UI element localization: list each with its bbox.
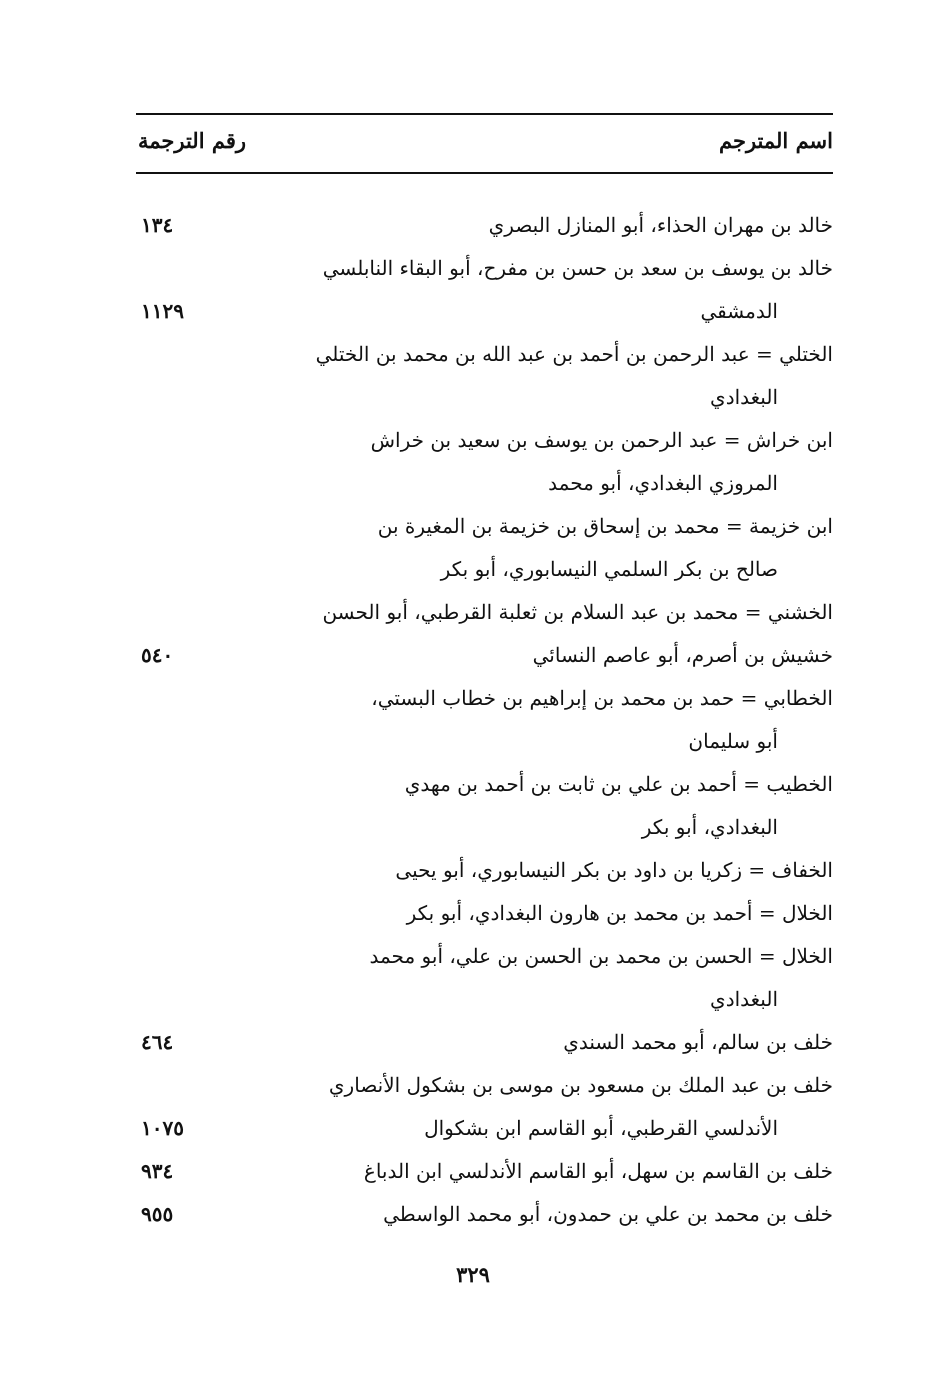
entry-number: ١٣٤ [141,213,174,237]
entry-text: الخشني = محمد بن عبد السلام بن ثعلبة القرطبي، أبو الحسن [322,600,833,624]
index-line [136,291,833,334]
index-line [136,807,833,850]
index-line [136,592,833,635]
entry-number: ٩٥٥ [141,1202,174,1226]
header-bottom-rule [136,172,833,174]
entry-text: خلف بن محمد بن علي بن حمدون، أبو محمد الواسطي [383,1202,833,1226]
index-line [136,549,833,592]
page-number: ٣٢٩ [456,1262,490,1287]
entry-text: الدمشقي [700,299,778,323]
index-line [136,205,833,248]
index-line [136,1151,833,1194]
index-line [136,1108,833,1151]
entry-text: الخطيب = أحمد بن علي بن ثابت بن أحمد بن مهدي [404,772,833,796]
index-line [136,1065,833,1108]
entry-text: خالد بن مهران الحذاء، أبو المنازل البصري [488,213,833,237]
entry-number: ٩٣٤ [141,1159,174,1183]
entry-text: خلف بن عبد الملك بن مسعود بن موسى بن بشكول الأنصاري [328,1073,833,1097]
index-line [136,377,833,420]
index-line [136,248,833,291]
entry-text: البغدادي [710,987,778,1011]
entry-text: البغدادي، أبو بكر [641,815,778,839]
entry-number: ١١٢٩ [141,299,184,323]
entry-text: صالح بن بكر السلمي النيسابوري، أبو بكر [440,557,778,581]
entry-text: خشيش بن أصرم، أبو عاصم النسائي [532,643,833,667]
entry-text: الخفاف = زكريا بن داود بن بكر النيسابوري، أبو يحيى [395,858,833,882]
column-header-number: رقم الترجمة [138,128,247,153]
index-line [136,420,833,463]
index-line [136,936,833,979]
index-entries [136,205,833,1237]
index-line [136,635,833,678]
index-line [136,506,833,549]
entry-number: ٤٦٤ [141,1030,174,1054]
entry-text: خلف بن سالم، أبو محمد السندي [563,1030,833,1054]
index-line [136,979,833,1022]
index-line [136,463,833,506]
entry-text: البغدادي [710,385,778,409]
index-line [136,764,833,807]
index-line [136,1194,833,1237]
entry-text: الخلال = الحسن بن محمد بن الحسن بن علي، أبو محمد [369,944,833,968]
entry-text: ابن خراش = عبد الرحمن بن يوسف بن سعيد بن خراش [370,428,833,452]
entry-text: أبو سليمان [688,729,778,753]
entry-number: ١٠٧٥ [141,1116,184,1140]
entry-text: خالد بن يوسف بن سعد بن حسن بن مفرح، أبو البقاء النابلسي [322,256,833,280]
entry-text: المروزي البغدادي، أبو محمد [548,471,778,495]
index-line [136,1022,833,1065]
index-line [136,334,833,377]
entry-text: الختلي = عبد الرحمن بن أحمد بن عبد الله بن محمد بن الختلي [315,342,833,366]
header-top-rule [136,113,833,115]
index-line [136,721,833,764]
index-line [136,850,833,893]
column-header-name: اسم المترجم [719,128,833,153]
entry-text: الخطابي = حمد بن محمد بن إبراهيم بن خطاب البستي، [371,686,833,710]
index-line [136,893,833,936]
entry-text: خلف بن القاسم بن سهل، أبو القاسم الأندلسي ابن الدباغ [363,1159,833,1183]
entry-text: الخلال = أحمد بن محمد بن هارون البغدادي، أبو بكر [406,901,833,925]
index-line [136,678,833,721]
entry-text: الأندلسي القرطبي، أبو القاسم ابن بشكوال [424,1116,778,1140]
entry-number: ٥٤٠ [141,643,174,667]
entry-text: ابن خزيمة = محمد بن إسحاق بن خزيمة بن المغيرة بن [377,514,833,538]
